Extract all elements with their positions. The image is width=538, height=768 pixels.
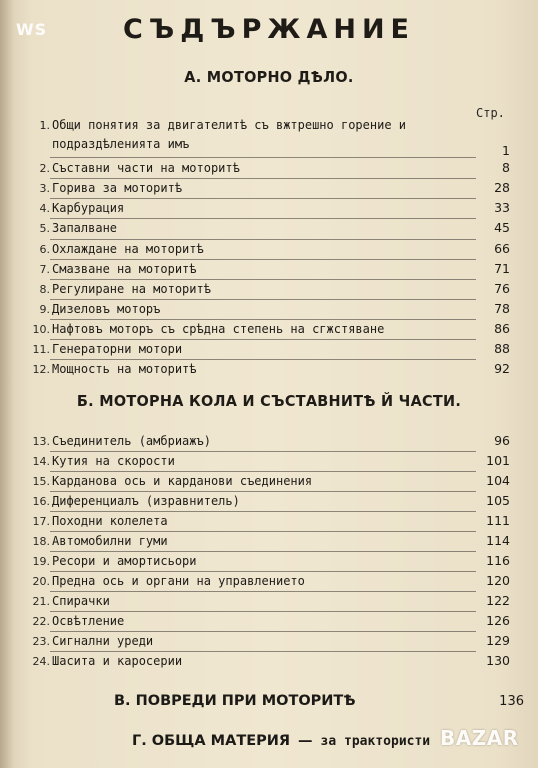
toc-entry-page: 71 — [494, 261, 510, 276]
toc-entry-text: Запалване — [52, 221, 118, 235]
toc-entry-text: Сигнални уреди — [52, 634, 154, 648]
toc-entry-text: Диференциалъ (изравнитель) — [52, 494, 240, 508]
toc-entry — [22, 431, 510, 451]
toc-entry-number: 5. — [39, 222, 50, 235]
toc-entry-text: Охлаждане на моторитѣ — [52, 242, 204, 256]
toc-entry-text: Предна ось и органи на управлението — [52, 574, 305, 588]
toc-entry-text: Горива за моторитѣ — [52, 181, 183, 195]
toc-entry-text: Съставни части на моторитѣ — [52, 161, 240, 175]
toc-entry-text: Смазване на моторитѣ — [52, 262, 197, 276]
toc-entry — [22, 299, 510, 319]
toc-entry-number: 1. — [39, 119, 50, 132]
toc-entry — [22, 531, 510, 551]
toc-entry — [22, 339, 510, 359]
toc-entry — [22, 158, 510, 178]
toc-entry-number: 17. — [32, 515, 50, 528]
section-c-page: 136 — [499, 694, 524, 709]
toc-entry — [22, 451, 510, 471]
toc-entry-page: 1 — [502, 143, 510, 158]
toc-entry-text: Карданова ось и карданови съединения — [52, 474, 313, 488]
section-c-title: В. ПОВРЕДИ ПРИ МОТОРИТѢ — [114, 693, 356, 709]
toc-entry — [22, 218, 510, 238]
toc-entry-number: 22. — [32, 615, 50, 628]
toc-entry-page: 45 — [494, 220, 510, 235]
toc-entry-number: 19. — [32, 555, 50, 568]
toc-entry-1-line1 — [22, 116, 482, 135]
page-column-label: Стр. — [476, 106, 505, 120]
toc-entry-number: 11. — [32, 343, 50, 356]
toc-entry-page: 33 — [494, 200, 510, 215]
toc-entry-text: Дизеловъ моторъ — [52, 302, 161, 316]
toc-entry-page: 126 — [486, 613, 510, 628]
toc-entry-text: Нафтовъ моторъ съ срѣдна степень на сгжстяване — [52, 322, 385, 336]
toc-entry-number: 24. — [32, 655, 50, 668]
toc-entry — [22, 178, 510, 198]
toc-entry-text: Кутия на скорости — [52, 454, 175, 468]
toc-entry-page: 111 — [486, 513, 510, 528]
toc-entry-text: Походни колелета — [52, 514, 168, 528]
toc-entry-text: Регулиране на моторитѣ — [52, 282, 211, 296]
toc-entry — [22, 511, 510, 531]
toc-entry-page: 130 — [486, 653, 510, 668]
toc-entry-text: Ресори и амортисьори — [52, 554, 197, 568]
toc-entry-text: Генераторни мотори — [52, 342, 183, 356]
toc-entry-page: 66 — [494, 241, 510, 256]
toc-entry-number: 14. — [32, 455, 50, 468]
toc-entry — [22, 279, 510, 299]
toc-entry-number: 18. — [32, 535, 50, 548]
toc-entry-text: Карбурация — [52, 201, 125, 215]
section-b-title: Б. МОТОРНА КОЛА И СЪСТАВНИТѢ Й ЧАСТИ. — [76, 392, 462, 410]
toc-entry-number: 15. — [32, 475, 50, 488]
toc-entry-number: 23. — [32, 635, 50, 648]
toc-entry-page: 8 — [502, 160, 510, 175]
section-d-subtitle: за трактористи — [320, 734, 431, 749]
toc-entry-number: 21. — [32, 595, 50, 608]
section-d-title: Г. ОБЩА МАТЕРИЯ — [132, 733, 291, 749]
toc-entry-page: 76 — [494, 281, 510, 296]
toc-entry-page: 105 — [486, 493, 510, 508]
toc-entry-number: 7. — [39, 263, 50, 276]
toc-entry-page: 96 — [494, 433, 510, 448]
toc-entry — [22, 491, 510, 511]
toc-entry-text: Спирачки — [52, 594, 110, 608]
toc-entry-text: Шасита и каросерии — [52, 654, 183, 668]
toc-entry — [22, 319, 510, 339]
toc-entry-page: 92 — [494, 361, 510, 376]
toc-entry — [22, 571, 510, 591]
toc-entry — [22, 198, 510, 218]
toc-entry-text: Общи понятия за двигателитѣ съ вжтрешно горение и — [52, 118, 407, 132]
watermark-logo: BAZAR — [440, 726, 519, 750]
page-title: СЪДЪРЖАНИЕ — [123, 14, 415, 45]
toc-entry — [22, 359, 510, 379]
corner-watermark: WS — [16, 20, 48, 39]
toc-entry-page: 78 — [494, 301, 510, 316]
toc-entry-page: 88 — [494, 341, 510, 356]
toc-entry — [22, 611, 510, 631]
toc-entry-number: 13. — [32, 435, 50, 448]
toc-entry — [22, 631, 510, 651]
section-a-title: А. МОТОРНО ДѢЛО. — [184, 68, 354, 86]
toc-entry — [22, 651, 510, 671]
toc-entry-1-line2: подраздѣленията имъ — [52, 137, 190, 151]
toc-entry-number: 9. — [39, 303, 50, 316]
section-c-entry — [114, 693, 524, 709]
toc-entry-page: 114 — [486, 533, 510, 548]
toc-entry-page: 122 — [486, 593, 510, 608]
toc-entry-page: 104 — [486, 473, 510, 488]
toc-entry-number: 12. — [32, 363, 50, 376]
toc-entry — [22, 471, 510, 491]
toc-entry-number: 16. — [32, 495, 50, 508]
toc-entry-page: 101 — [486, 453, 510, 468]
page-edge-shadow — [0, 0, 14, 768]
toc-entry-page: 116 — [486, 553, 510, 568]
toc-entry-number: 3. — [39, 182, 50, 195]
toc-entry-text: Съединитель (амбриажъ) — [52, 434, 211, 448]
toc-entry-number: 6. — [39, 243, 50, 256]
toc-entry-page: 86 — [494, 321, 510, 336]
toc-entry — [22, 591, 510, 611]
toc-entry-page: 120 — [486, 573, 510, 588]
toc-entry-text: Автомобилни гуми — [52, 534, 168, 548]
toc-entry-number: 2. — [39, 162, 50, 175]
toc-entry — [22, 259, 510, 279]
toc-entry-page: 129 — [486, 633, 510, 648]
toc-entry-number: 20. — [32, 575, 50, 588]
toc-entry-text: Мощность на моторитѣ — [52, 362, 197, 376]
toc-entry-number: 8. — [39, 283, 50, 296]
toc-entry — [22, 551, 510, 571]
toc-entry-page: 28 — [494, 180, 510, 195]
toc-entry-text: Освѣтление — [52, 614, 125, 628]
section-d-dash: — — [298, 733, 313, 749]
toc-entry — [22, 239, 510, 259]
toc-entry-number: 10. — [32, 323, 50, 336]
toc-entry-number: 4. — [39, 202, 50, 215]
